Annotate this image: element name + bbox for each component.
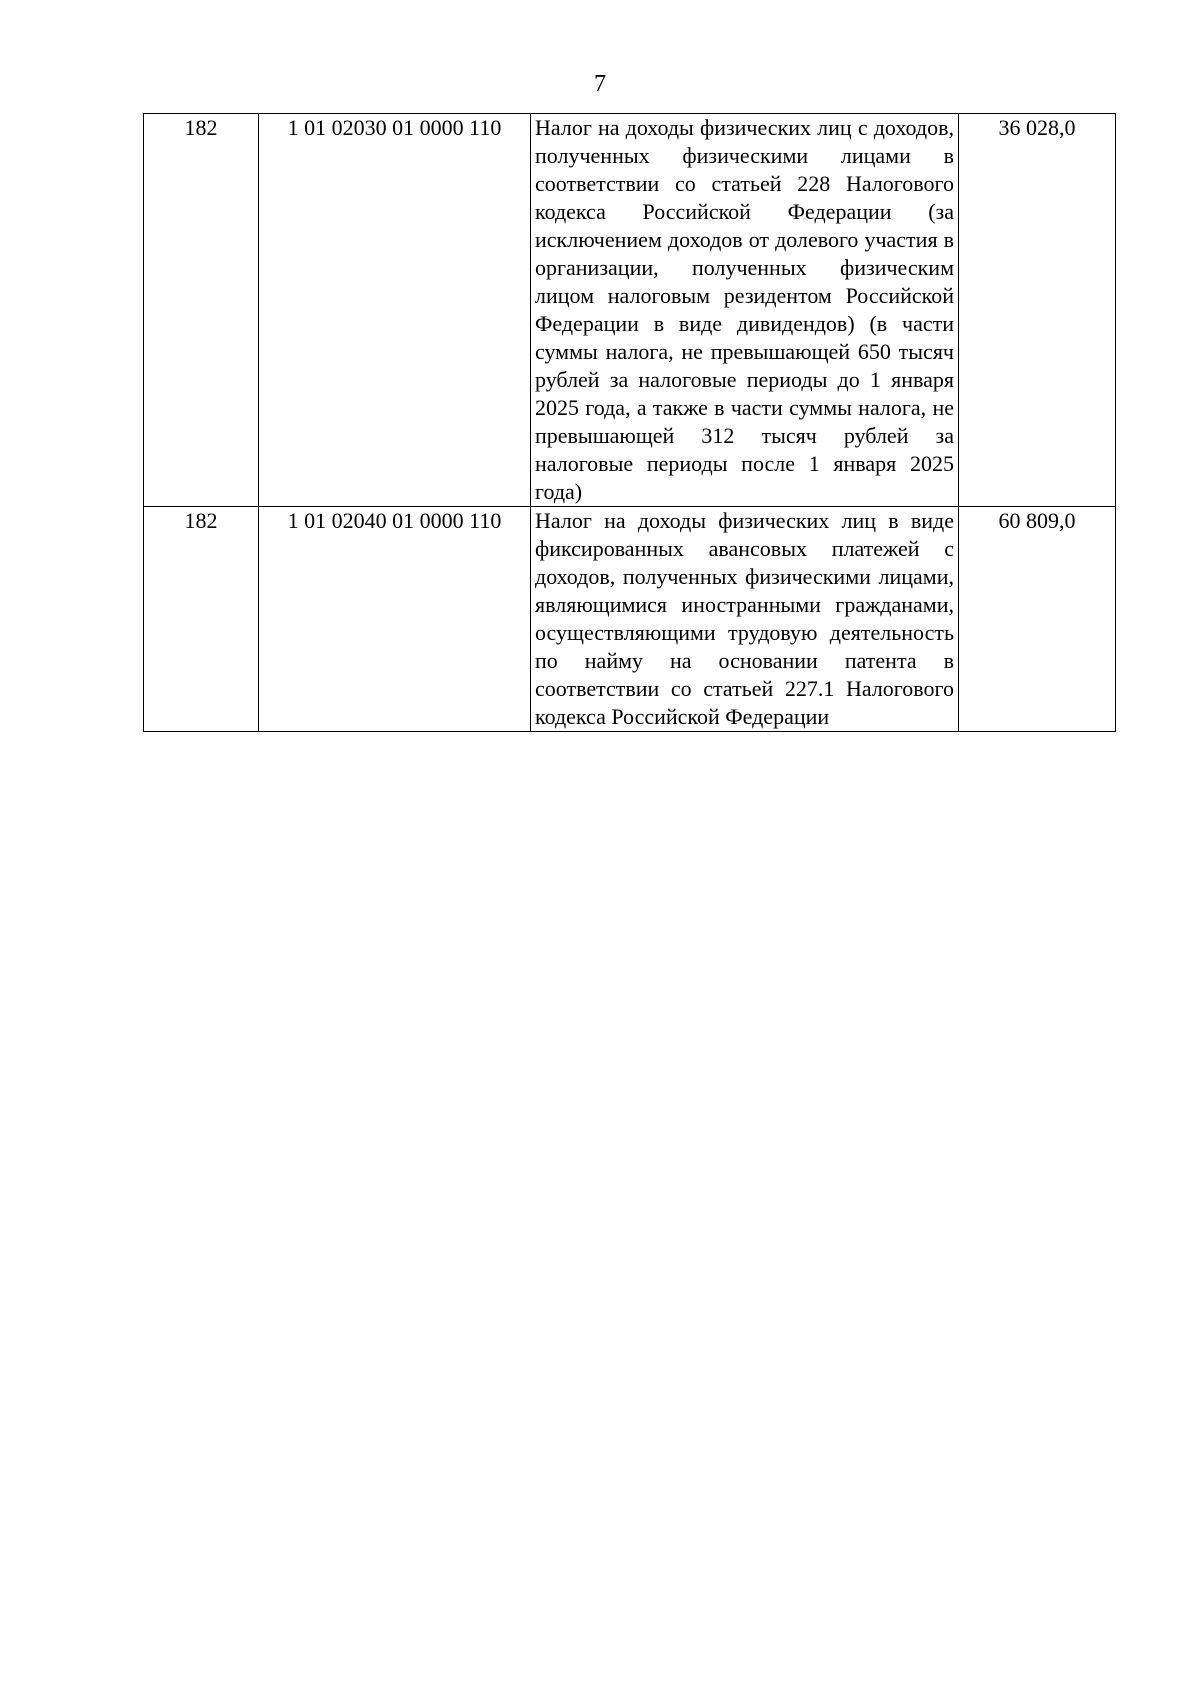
page-number: 7 <box>594 71 606 97</box>
amount-cell: 36 028,0 <box>959 114 1116 507</box>
admin-code-cell: 182 <box>144 507 259 732</box>
revenue-name-cell: Налог на доходы физических лиц в виде фиксированных авансовых платежей с доходов, полученных физическими лицами, являющимися иностранными гражданами, осуществляющими трудовую деятельность по найму на основании патента в соответствии со статьей 227.1 Налогового кодекса Российской Федерации <box>531 507 959 732</box>
table-row <box>144 114 1116 507</box>
revenue-name-cell: Налог на доходы физических лиц с доходов, полученных физическими лицами в соответствии со статьей 228 Налогового кодекса Российской Федерации (за исключением доходов от долевого участия в организации, полученных физическим лицом налоговым резидентом Российской Федерации в виде дивидендов) (в части суммы налога, не превышающей 650 тысяч рублей за налоговые периоды до 1 января 2025 года, а также в части суммы налога, не превышающей 312 тысяч рублей за налоговые периоды после 1 января 2025 года) <box>531 114 959 507</box>
budget-revenue-table <box>143 113 1116 732</box>
admin-code-cell: 182 <box>144 114 259 507</box>
budget-code-cell: 1 01 02030 01 0000 110 <box>259 114 531 507</box>
budget-code-cell: 1 01 02040 01 0000 110 <box>259 507 531 732</box>
table-row <box>144 507 1116 732</box>
amount-cell: 60 809,0 <box>959 507 1116 732</box>
